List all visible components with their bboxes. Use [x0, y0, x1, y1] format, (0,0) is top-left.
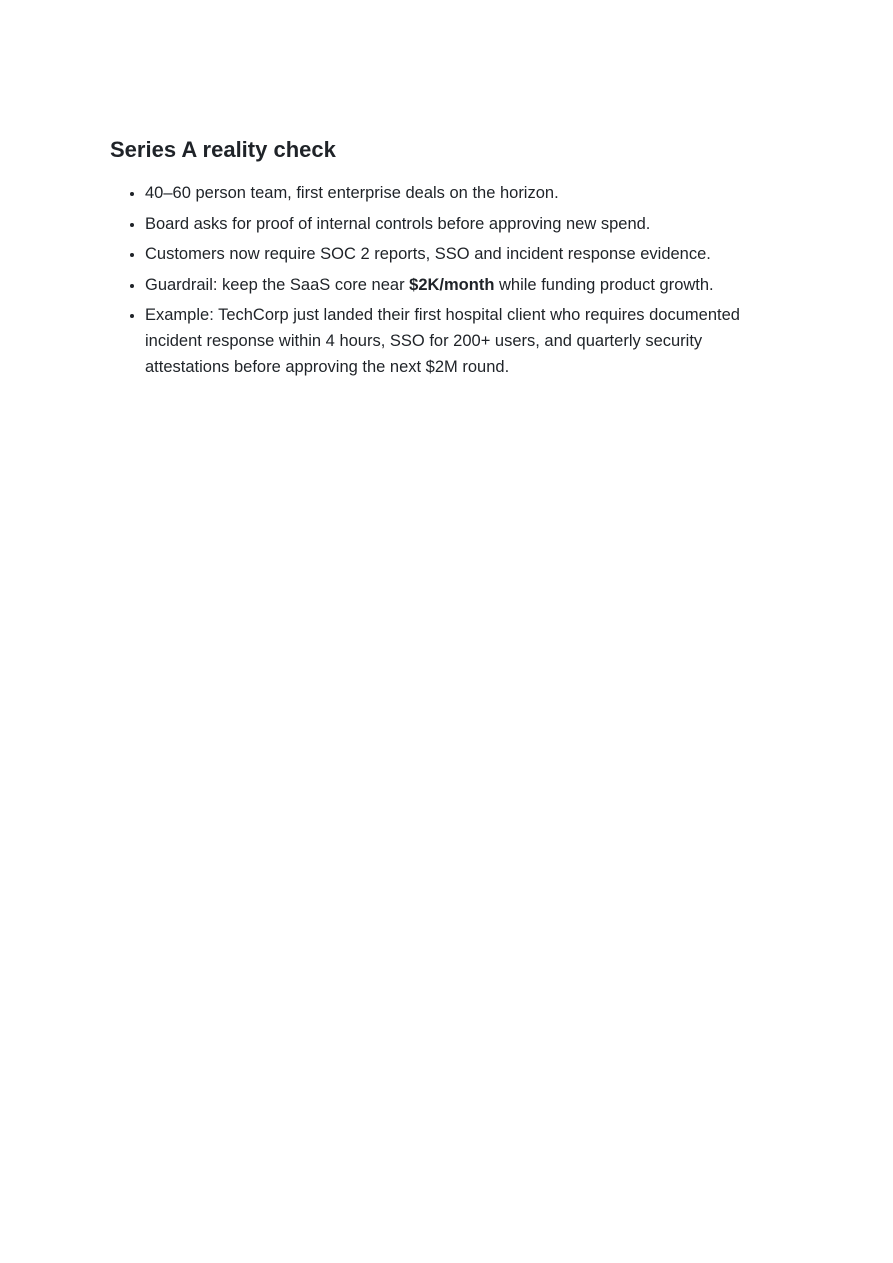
list-item	[145, 211, 790, 237]
list-item-text: Customers now require SOC 2 reports, SSO and incident response evidence.	[145, 245, 711, 264]
list-item-text: Board asks for proof of internal controls before approving new spend.	[145, 214, 651, 233]
document-page	[110, 136, 790, 385]
list-item	[145, 302, 790, 380]
list-item	[145, 180, 790, 206]
list-item-text-after: while funding product growth.	[494, 275, 714, 294]
list-item-text: 40–60 person team, first enterprise deals on the horizon.	[145, 184, 559, 202]
list-item-emphasis: $2K/month	[409, 275, 495, 294]
list-item	[145, 241, 790, 267]
section-heading: Series A reality check	[110, 137, 336, 162]
list-item	[145, 272, 790, 298]
list-item-text: Example: TechCorp just landed their first hospital client who requires documented incident response within 4 hours, SSO for 200+ users, and quarterly security attestations before approving the next $2M round.	[145, 306, 740, 377]
list-item-text-before: Guardrail: keep the SaaS core near	[145, 275, 410, 294]
bullet-list	[110, 180, 790, 380]
